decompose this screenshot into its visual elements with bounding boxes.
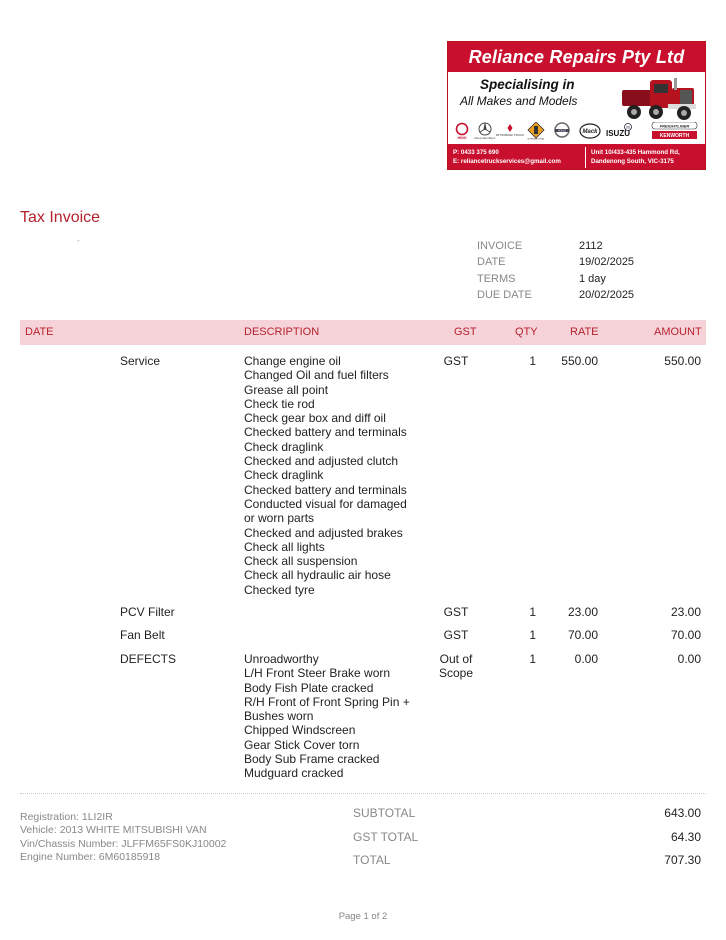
vehicle-engine-number: Engine Number: 6M60185918 <box>20 850 161 863</box>
page-number: Page 1 of 2 <box>338 911 388 922</box>
row-description <box>244 652 424 781</box>
totals-block <box>353 806 701 877</box>
invoice-meta <box>477 238 634 303</box>
description-line: Change engine oil <box>244 354 341 368</box>
row-rate: 550.00 <box>561 354 598 368</box>
description-line: Bushes worn <box>244 709 314 724</box>
description-line: Conducted visual for damaged <box>244 496 407 511</box>
description-line: Check draglink <box>244 468 324 483</box>
row-activity: PCV Filter <box>120 605 175 619</box>
description-line: Check gear box and diff oil <box>244 411 386 426</box>
svg-text:VOLVO: VOLVO <box>557 129 567 133</box>
contact-strip <box>448 144 706 170</box>
svg-text:ISUZU: ISUZU <box>606 129 630 138</box>
company-phone: P: 0433 375 690 <box>453 149 499 156</box>
row-qty: 1 <box>529 628 536 642</box>
svg-text:Mack: Mack <box>582 129 598 135</box>
row-activity: Service <box>120 354 161 368</box>
company-address-line-2: Dandenong South, VIC-3175 <box>591 157 674 165</box>
invoice-date: 19/02/2025 <box>579 256 635 269</box>
vehicle-registration: Registration: 1LI2IR <box>20 811 113 823</box>
contact-divider <box>585 147 586 168</box>
meta-label: INVOICE <box>477 240 523 252</box>
gst-total-value: 64.30 <box>670 829 701 844</box>
meta-row-terms <box>477 271 634 287</box>
table-header <box>20 320 706 345</box>
mercedes-logo <box>474 123 496 140</box>
header-description: DESCRIPTION <box>244 326 320 338</box>
international-logo <box>527 122 545 140</box>
row-amount: 70.00 <box>670 628 701 642</box>
logo-tagline-2: All Makes and Models <box>460 94 578 108</box>
row-qty: 1 <box>529 354 536 368</box>
mack-logo <box>580 124 600 138</box>
gst-total-row <box>353 830 701 854</box>
description-line: Checked and adjusted clutch <box>244 454 399 469</box>
invoice-terms: 1 day <box>579 272 606 285</box>
row-description <box>244 354 424 597</box>
row-rate: 23.00 <box>567 605 598 619</box>
hino-logo <box>457 124 468 141</box>
subtotal-row <box>353 806 701 830</box>
description-line: Mudguard cracked <box>244 766 344 781</box>
row-amount: 23.00 <box>670 605 701 619</box>
row-gst: GST <box>443 628 469 642</box>
description-line: Chipped Windscreen <box>244 723 356 738</box>
meta-row-invoice <box>477 238 634 254</box>
vehicle-description: Vehicle: 2013 WHITE MITSUBISHI VAN <box>20 824 207 837</box>
row-activity: Fan Belt <box>120 628 165 642</box>
description-line: Checked battery and terminals <box>244 482 407 497</box>
description-line: Grease all point <box>244 382 329 397</box>
header-amount: AMOUNT <box>654 326 702 338</box>
row-rate: 0.00 <box>574 652 598 666</box>
subtotal-value: 643.00 <box>664 806 701 820</box>
header-qty: QTY <box>515 326 538 338</box>
freightliner-logo <box>652 122 697 129</box>
total-value: 707.30 <box>664 853 701 867</box>
row-amount: 0.00 <box>677 652 701 666</box>
svg-text:FREIGHTLINER: FREIGHTLINER <box>659 123 690 129</box>
description-line: R/H Front of Front Spring Pin + <box>244 694 410 709</box>
description-line: Body Sub Frame cracked <box>244 752 380 767</box>
document-title: Tax Invoice <box>20 209 101 226</box>
description-line: Checked battery and terminals <box>244 425 407 440</box>
vehicle-info <box>20 811 226 864</box>
total-label: TOTAL <box>353 853 391 867</box>
svg-text:KENWORTH: KENWORTH <box>659 133 690 140</box>
meta-label: DUE DATE <box>477 288 532 301</box>
company-logo <box>447 41 706 170</box>
header-date: DATE <box>25 326 54 338</box>
header-rate: RATE <box>570 326 599 338</box>
invoice-due-date: 20/02/2025 <box>579 288 635 301</box>
svg-text:HINO: HINO <box>457 136 467 140</box>
description-line: or worn parts <box>244 511 315 526</box>
row-rate: 70.00 <box>567 628 598 642</box>
vehicle-vin: Vin/Chassis Number: JLFFM65FS0KJ10002 <box>20 837 227 850</box>
description-line: Check all suspension <box>244 554 358 569</box>
description-line: Gear Stick Cover torn <box>244 737 360 752</box>
row-gst: GST <box>443 605 469 619</box>
svg-text:Mercedes-Benz: Mercedes-Benz <box>474 136 496 140</box>
row-qty: 1 <box>529 652 536 666</box>
small-mark: - <box>77 236 80 245</box>
total-row <box>353 853 701 877</box>
company-address-line-1: Unit 10/433-435 Hammond Rd, <box>591 149 680 156</box>
row-qty: 1 <box>529 605 536 619</box>
row-gst: GST <box>443 354 469 368</box>
brand-logos <box>452 122 702 140</box>
truck-icon <box>620 76 698 122</box>
gst-total-label: GST TOTAL <box>353 829 419 844</box>
description-line: Changed Oil and fuel filters <box>244 368 389 383</box>
description-line: Check all hydraulic air hose <box>244 568 391 583</box>
svg-text:UD: UD <box>625 125 631 130</box>
svg-text:MITSUBISHI TRUCK: MITSUBISHI TRUCK <box>495 133 525 137</box>
kenworth-logo <box>652 131 697 139</box>
description-line: L/H Front Steer Brake worn <box>244 666 391 681</box>
volvo-logo <box>555 123 569 137</box>
mitsubishi-logo <box>496 124 524 137</box>
row-amount: 550.00 <box>664 354 701 368</box>
description-line: Unroadworthy <box>244 652 319 666</box>
totals-divider <box>20 793 706 794</box>
svg-text:INTERNATIONAL: INTERNATIONAL <box>527 138 545 140</box>
row-gst: Out of Scope <box>438 652 474 681</box>
meta-label: DATE <box>477 256 506 269</box>
company-email: E: reliancetruckservices@gmail.com <box>453 157 561 165</box>
logo-tagline-1: Specialising in <box>480 77 575 92</box>
company-name: Reliance Repairs Pty Ltd <box>448 42 705 72</box>
invoice-number: 2112 <box>579 240 603 252</box>
subtotal-label: SUBTOTAL <box>353 806 416 820</box>
header-gst: GST <box>454 326 477 338</box>
description-line: Checked tyre <box>244 582 315 597</box>
description-line: Check tie rod <box>244 396 315 411</box>
description-line: Checked and adjusted brakes <box>244 525 403 540</box>
description-line: Body Fish Plate cracked <box>244 680 374 695</box>
meta-row-date <box>477 254 634 270</box>
description-line: Check draglink <box>244 439 324 454</box>
description-line: Check all lights <box>244 539 325 554</box>
row-activity: DEFECTS <box>120 652 177 666</box>
meta-label: TERMS <box>477 272 516 285</box>
meta-row-due-date <box>477 287 634 303</box>
